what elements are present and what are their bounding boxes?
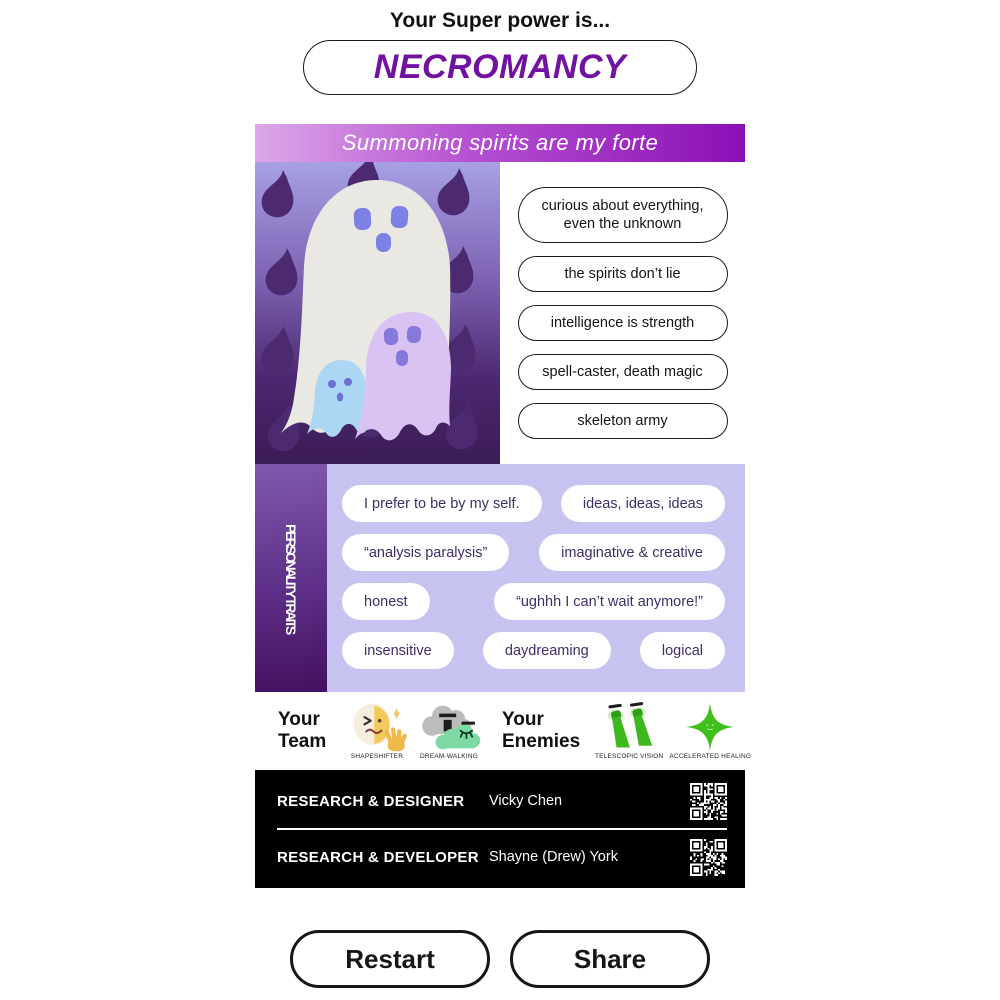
power-name-pill	[303, 40, 697, 95]
personality-pill: imaginative & creative	[539, 534, 725, 571]
ghost-illustration	[255, 162, 500, 464]
credit-name: Vicky Chen	[489, 793, 563, 809]
personality-pill: insensitive	[342, 632, 454, 669]
power-trait-pill: intelligence is strength	[518, 305, 728, 341]
team-enemies-section	[255, 692, 752, 770]
shapeshifter-icon	[345, 702, 409, 752]
personality-pill: honest	[342, 583, 430, 620]
page-title: Your Super power is...	[389, 9, 611, 32]
share-button[interactable]: Share	[510, 930, 710, 988]
accelerated-healing-icon	[683, 702, 737, 752]
personality-section	[255, 464, 745, 692]
credits-section	[255, 770, 745, 888]
credits-divider	[277, 828, 727, 830]
personality-pill: I prefer to be by my self.	[342, 485, 542, 522]
ghosts-icon	[255, 162, 500, 464]
team-power-shapeshifter	[345, 702, 409, 760]
team-power-dream-walking	[415, 702, 483, 760]
telescopic-vision-icon	[599, 702, 659, 752]
dream-walking-icon	[415, 702, 483, 752]
credit-role: RESEARCH & DESIGNER	[277, 792, 465, 810]
personality-label: PERSONALITY TRAITS	[283, 523, 299, 633]
credit-row	[277, 832, 727, 882]
personality-row	[342, 534, 725, 571]
power-caption: DREAM-WALKING	[420, 753, 478, 760]
power-trait-pill: skeleton army	[518, 403, 728, 439]
personality-pill: logical	[640, 632, 725, 669]
personality-pill: “ughhh I can’t wait anymore!”	[494, 583, 725, 620]
personality-pill: “analysis paralysis”	[342, 534, 509, 571]
tagline-text: Summoning spirits are my forte	[341, 130, 659, 155]
personality-row	[342, 583, 725, 620]
power-name: NECROMANCY	[373, 48, 627, 86]
power-trait-pill: spell-caster, death magic	[518, 354, 728, 390]
enemy-power-telescopic-vision	[595, 702, 663, 760]
action-buttons	[290, 930, 710, 988]
qr-code	[690, 839, 727, 876]
power-trait-pill: curious about everything, even the unknown	[518, 187, 728, 243]
personality-pill: daydreaming	[483, 632, 611, 669]
power-caption: TELESCOPIC VISION	[595, 753, 664, 760]
power-traits-list	[500, 162, 745, 464]
power-trait-pill: the spirits don’t lie	[518, 256, 728, 292]
personality-traits-panel	[327, 464, 745, 692]
credit-row	[277, 776, 727, 826]
hero-section	[255, 162, 745, 464]
personality-pill: ideas, ideas, ideas	[561, 485, 725, 522]
credit-role: RESEARCH & DEVELOPER	[277, 848, 479, 866]
personality-row	[342, 632, 725, 669]
restart-button[interactable]: Restart	[290, 930, 490, 988]
enemies-title: Your Enemies	[502, 709, 581, 752]
credit-name: Shayne (Drew) York	[489, 849, 618, 865]
result-card	[255, 124, 752, 888]
power-caption: SHAPESHIFTER	[350, 753, 404, 760]
qr-code	[690, 783, 727, 820]
power-caption: ACCELERATED HEALING	[669, 753, 752, 760]
enemy-power-accelerated-healing	[669, 702, 751, 760]
team-title: Your Team	[278, 709, 327, 752]
personality-label-bar	[255, 464, 327, 692]
tagline-banner	[255, 124, 745, 162]
personality-row	[342, 485, 725, 522]
